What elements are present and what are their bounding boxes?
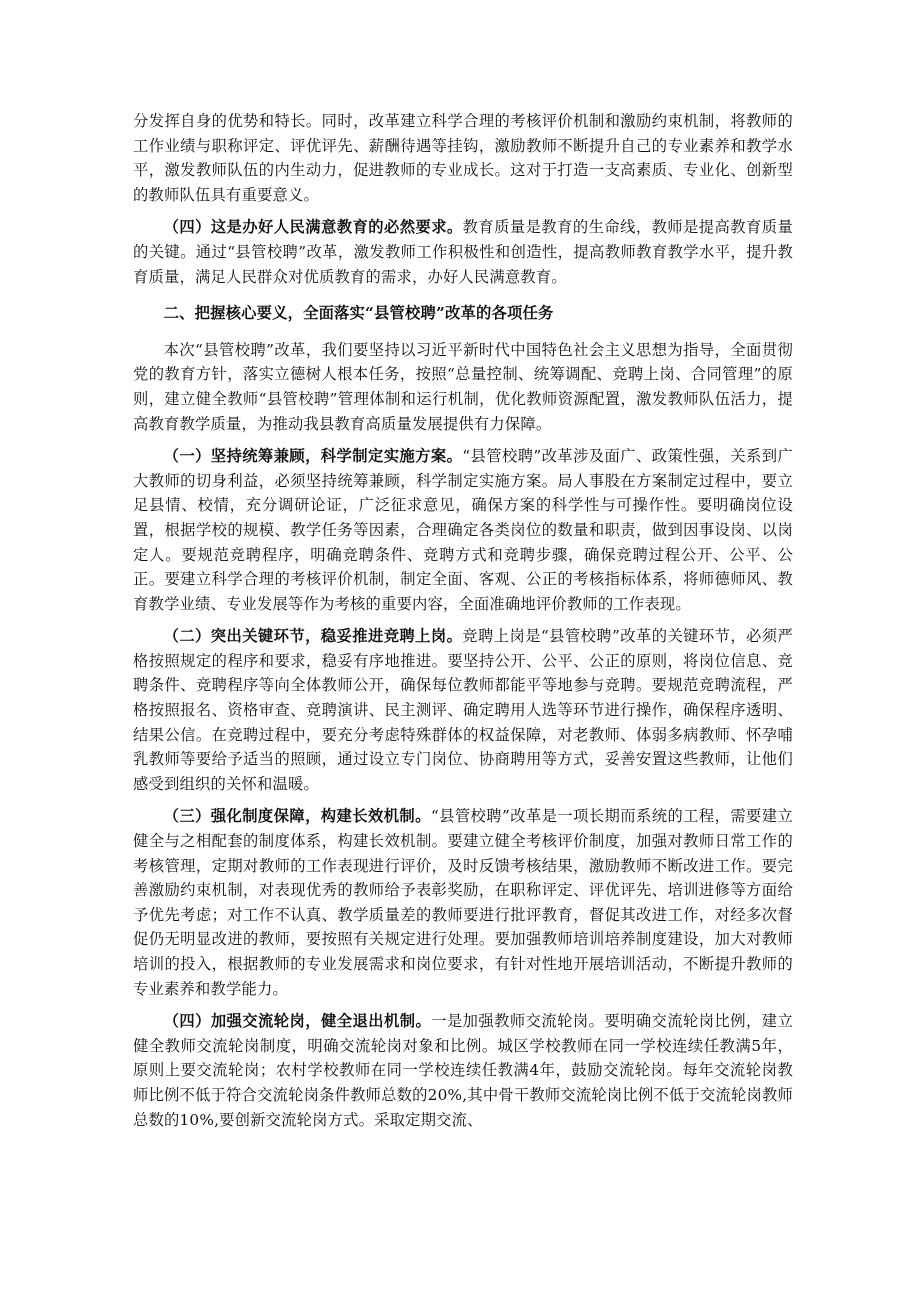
paragraph-body: “县管校聘”改革是一项长期而系统的工程，需要建立健全与之相配套的制度体系，构建长效机制。要建立健全考核评价制度，加强对教师日常工作的考核管理，定期对教师的工作表现进行评价，及时反馈考核结果，激励教师不断改进工作。要完善激励约束机制，对表现优秀的教师给予表彰奖励，在职称评定、评优评先、培训进修等方面给予优先考虑；对工作不认真、教学质量差的教师要进行批评教育，督促其改进工作，对经多次督促仍无明显改进的教师，要按照有关规定进行处理。要加强教师培训培养制度建设，加大对教师培训的投入，根据教师的专业发展需求和岗位要求，有针对性地开展培训活动，不断提升教师的专业素养和教学能力。 <box>133 807 793 998</box>
paragraph-continuation: 分发挥自身的优势和特长。同时，改革建立科学合理的考核评价机制和激励约束机制，将教师的工作业绩与职称评定、评优评先、薪酬待遇等挂钩，激励教师不断提升自己的专业素养和教学水平，激发教师队伍的内生动力，促进教师的专业成长。这对于打造一支高素质、专业化、创新型的教师队伍具有重要意义。 <box>133 112 793 204</box>
paragraph-task-2 <box>133 624 793 796</box>
paragraph-body: 竞聘上岗是“县管校聘”改革的关键环节，必须严格按照规定的程序和要求，稳妥有序地推进。要坚持公开、公平、公正的原则，将岗位信息、竞聘条件、竞聘程序等向全体教师公开，确保每位教师都能平等地参与竞聘。要规范竞聘流程，严格按照报名、资格审查、竞聘演讲、民主测评、确定聘用人选等环节进行操作，确保程序透明、结果公信。在竞聘过程中，要充分考虑特殊群体的权益保障，对老教师、体弱多病教师、怀孕哺乳教师等要给予适当的照顾，通过设立专门岗位、协商聘用等方式，妥善安置这些教师，让他们感受到组织的关怀和温暖。 <box>133 627 793 793</box>
paragraph-task-4 <box>133 1009 793 1132</box>
paragraph-body: 一是加强教师交流轮岗。要明确交流轮岗比例，建立健全教师交流轮岗制度，明确交流轮岗对象和比例。城区学校教师在同一学校连续任教满5年，原则上要交流轮岗；农村学校教师在同一学校连续任教满4年，鼓励交流轮岗。每年交流轮岗教师比例不低于符合交流轮岗条件教师总数的20%,其中骨干教师交流轮岗比例不低于交流轮岗教师总数的10%,要创新交流轮岗方式。采取定期交流、 <box>133 1012 794 1129</box>
paragraph-body: 教育质量是教育的生命线，教师是提高教育质量的关键。通过“县管校聘”改革，激发教师工作积极性和创造性，提高教师教育教学水平，提升教育质量，满足人民群众对优质教育的需求，办好人民满意教育。 <box>133 218 793 286</box>
document-page <box>133 109 793 1132</box>
paragraph-body: “县管校聘”改革涉及面广、政策性强，关系到广大教师的切身利益，必须坚持统筹兼顾，科学制定实施方案。局人事股在方案制定过程中，要立足县情、校情，充分调研论证，广泛征求意见，确保方案的科学性与可操作性。要明确岗位设置，根据学校的规模、教学任务等因素，合理确定各类岗位的数量和职责，做到因事设岗、以岗定人。要规范竞聘程序，明确竞聘条件、竞聘方式和竞聘步骤，确保竞聘过程公开、公平、公正。要建立科学合理的考核评价机制，制定全面、客观、公正的考核指标体系，将师德师风、教育教学业绩、专业发展等作为考核的重要内容，全面准确地评价教师的工作表现。 <box>133 447 793 613</box>
paragraph-task-3 <box>133 804 793 1001</box>
paragraph-point-4 <box>133 215 793 289</box>
paragraph-intro: 本次“县管校聘”改革，我们要坚持以习近平新时代中国特色社会主义思想为指导，全面贯彻党的教育方针，落实立德树人根本任务，按照“总量控制、统筹调配、竞聘上岗、合同管理”的原则，建立健全教师“县管校聘”管理体制和运行机制，优化教师资源配置，激发教师队伍活力，提高教育教学质量，为推动我县教育高质量发展提供有力保障。 <box>133 340 793 433</box>
paragraph-lead: （四）加强交流轮岗，健全退出机制。 <box>163 1012 432 1031</box>
paragraph-task-1 <box>133 444 793 616</box>
paragraph-lead: （一）坚持统筹兼顾，科学制定实施方案。 <box>163 447 463 466</box>
paragraph-lead: （四）这是办好人民满意教育的必然要求。 <box>163 218 463 237</box>
section-heading-2: 二、把握核心要义，全面落实“县管校聘”改革的各项任务 <box>163 304 554 323</box>
paragraph-lead: （三）强化制度保障，构建长效机制。 <box>163 807 431 826</box>
paragraph-lead: （二）突出关键环节，稳妥推进竞聘上岗。 <box>163 627 463 646</box>
